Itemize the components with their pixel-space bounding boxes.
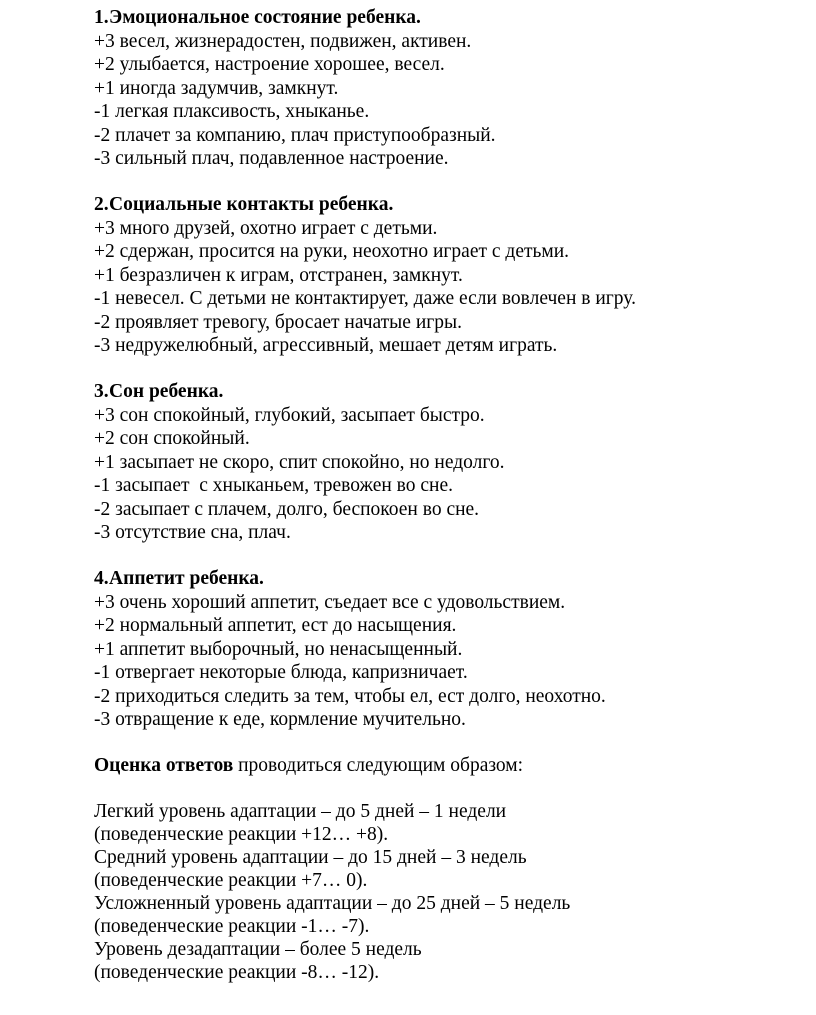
level-line: (поведенческие реакции -1… -7). bbox=[94, 916, 370, 937]
section-number: 1. bbox=[94, 7, 109, 28]
section-heading bbox=[94, 6, 794, 30]
score-item: +1 безразличен к играм, отстранен, замкнут. bbox=[94, 264, 463, 286]
summary-rest: проводиться следующим образом: bbox=[233, 755, 524, 776]
level-line: Легкий уровень адаптации – до 5 дней – 1 недели bbox=[94, 801, 507, 822]
level-line: Уровень дезадаптации – более 5 недель bbox=[94, 939, 422, 960]
level-line: (поведенческие реакции +12… +8). bbox=[94, 824, 389, 845]
score-item: +1 аппетит выборочный, но ненасыщенный. bbox=[94, 638, 463, 660]
section-social-contacts bbox=[94, 193, 794, 358]
summary-bold: Оценка ответов bbox=[94, 755, 234, 776]
adaptation-levels bbox=[94, 800, 794, 984]
score-item: +2 сон спокойный. bbox=[94, 428, 250, 449]
section-number: 3. bbox=[94, 381, 109, 402]
level-line: (поведенческие реакции +7… 0). bbox=[94, 870, 368, 891]
score-item: -1 легкая плаксивость, хныканье. bbox=[94, 101, 370, 122]
section-number: 4. bbox=[94, 568, 109, 589]
score-item: +1 иногда задумчив, замкнут. bbox=[94, 77, 339, 99]
score-item: +1 засыпает не скоро, спит спокойно, но недолго. bbox=[94, 451, 505, 473]
score-item: -1 засыпает с хныканьем, тревожен во сне. bbox=[94, 475, 453, 496]
section-sleep bbox=[94, 380, 794, 545]
score-item: -3 сильный плач, подавленное настроение. bbox=[94, 148, 449, 169]
score-item: -2 засыпает с плачем, долго, беспокоен во сне. bbox=[94, 498, 480, 520]
score-item: -3 недружелюбный, агрессивный, мешает детям играть. bbox=[94, 335, 558, 356]
score-item: +3 много друзей, охотно играет с детьми. bbox=[94, 217, 438, 239]
level-line: (поведенческие реакции -8… -12). bbox=[94, 962, 380, 983]
section-title: Сон ребенка. bbox=[109, 381, 224, 402]
score-item: +3 сон спокойный, глубокий, засыпает быстро. bbox=[94, 404, 485, 426]
score-item: -2 проявляет тревогу, бросает начатые игры. bbox=[94, 311, 462, 333]
score-item: +3 очень хороший аппетит, съедает все с удовольствием. bbox=[94, 591, 566, 613]
section-appetite bbox=[94, 567, 794, 732]
level-line: Средний уровень адаптации – до 15 дней – 3 недель bbox=[94, 847, 527, 868]
score-item: -3 отвращение к еде, кормление мучительно. bbox=[94, 709, 466, 730]
section-number: 2. bbox=[94, 194, 109, 215]
score-item: +2 сдержан, просится на руки, неохотно играет с детьми. bbox=[94, 241, 570, 262]
score-item: +2 нормальный аппетит, ест до насыщения. bbox=[94, 615, 457, 636]
level-line: Усложненный уровень адаптации – до 25 дней – 5 недель bbox=[94, 893, 571, 914]
score-item: -1 невесел. С детьми не контактирует, даже если вовлечен в игру. bbox=[94, 288, 636, 309]
score-item: -3 отсутствие сна, плач. bbox=[94, 522, 291, 543]
score-item: -2 приходиться следить за тем, чтобы ел, ест долго, неохотно. bbox=[94, 685, 606, 707]
section-emotional-state bbox=[94, 6, 794, 171]
document-page bbox=[94, 6, 794, 984]
section-title: Аппетит ребенка. bbox=[109, 568, 264, 589]
score-item: -1 отвергает некоторые блюда, капризничает. bbox=[94, 662, 468, 683]
section-heading bbox=[94, 193, 794, 217]
score-item: +2 улыбается, настроение хорошее, весел. bbox=[94, 54, 445, 75]
section-title: Социальные контакты ребенка. bbox=[109, 194, 394, 215]
section-heading bbox=[94, 567, 794, 591]
score-item: -2 плачет за компанию, плач приступообразный. bbox=[94, 124, 496, 146]
section-heading bbox=[94, 380, 794, 404]
score-item: +3 весел, жизнерадостен, подвижен, активен. bbox=[94, 30, 472, 52]
evaluation-summary bbox=[94, 754, 794, 778]
section-title: Эмоциональное состояние ребенка. bbox=[109, 7, 421, 28]
